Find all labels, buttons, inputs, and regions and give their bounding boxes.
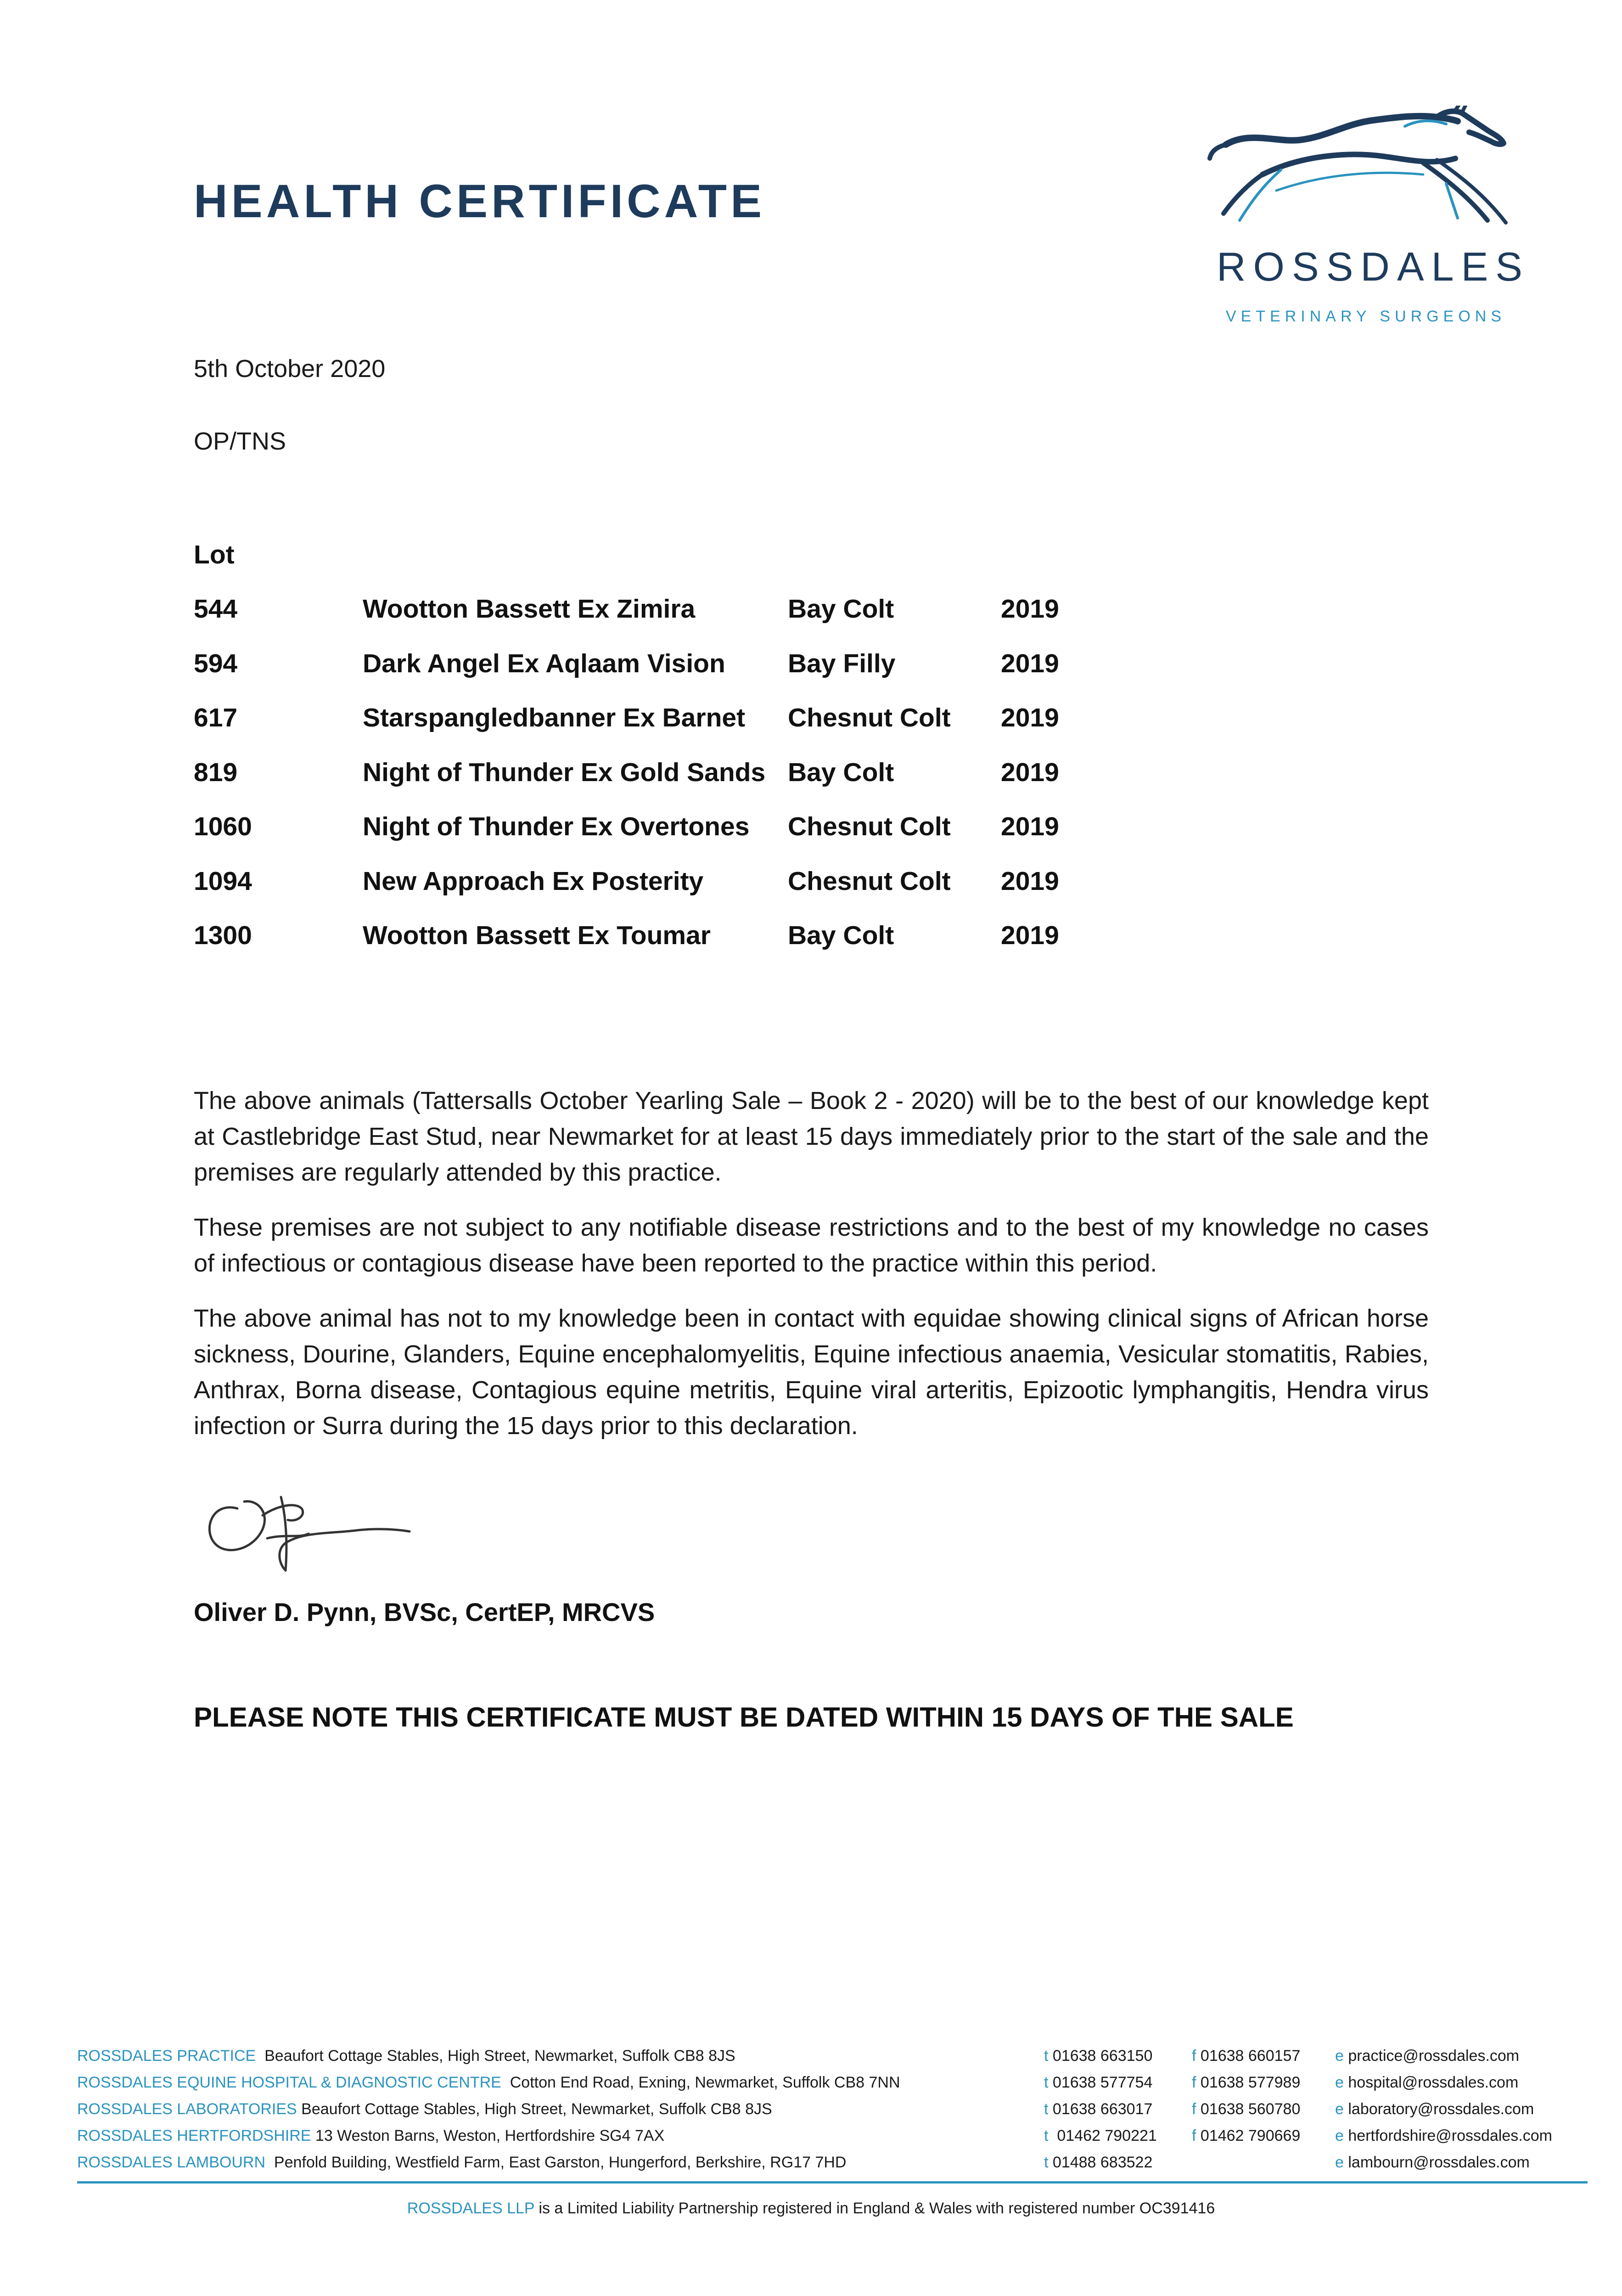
horse-colour: Chesnut Colt	[788, 703, 951, 732]
table-row	[194, 866, 1093, 921]
llp-text: is a Limited Liability Partnership registered in England & Wales with registered number OC391416	[539, 2200, 1215, 2217]
table-row	[194, 757, 1093, 812]
lots-header: Lot	[194, 540, 235, 569]
rossdales-logo	[1207, 106, 1530, 335]
lot-number: 594	[194, 648, 238, 678]
footer-office-row: ROSSDALES LAMBOURN Penfold Building, Westfield Farm, East Garston, Hungerford, Berkshire, RG17 7HD t 01488 683522 e lambourn@rossdales.com	[77, 2154, 1530, 2171]
horse-year: 2019	[1001, 812, 1059, 841]
horse-name: New Approach Ex Posterity	[363, 866, 704, 896]
horse-colour: Bay Colt	[788, 757, 894, 787]
horse-name: Dark Angel Ex Aqlaam Vision	[363, 648, 725, 678]
office-email[interactable]: laboratory@rossdales.com	[1348, 2100, 1534, 2118]
lot-number: 1060	[194, 812, 252, 841]
office-address: Beaufort Cottage Stables, High Street, Newmarket, Suffolk CB8 8JS	[301, 2100, 772, 2118]
lot-number: 1094	[194, 866, 252, 896]
office-email[interactable]: lambourn@rossdales.com	[1348, 2154, 1530, 2171]
office-fax: 01462 790669	[1200, 2127, 1301, 2144]
document-title: HEALTH CERTIFICATE	[194, 175, 766, 227]
table-row	[194, 811, 1093, 866]
llp-name: ROSSDALES LLP	[407, 2200, 534, 2217]
office-fax: 01638 660157	[1200, 2047, 1301, 2065]
signature	[194, 1465, 432, 1575]
horse-name: Wootton Bassett Ex Zimira	[363, 594, 696, 624]
office-phone: 01638 663150	[1052, 2047, 1153, 2065]
disease-contact-paragraph: The above animal has not to my knowledge been in contact with equidae showing clinical signs of African horse sickness, Dourine, Glanders, Equine encephalomyelitis, Equine infectious anaemia, Vesicular stomatitis, Rabies, Anthrax, Borna disease, Contagious equine metritis, Equine viral arteritis, Epizootic lymphangitis, Hendra virus infection or Surra during the 15 days prior to this declaration.	[194, 1305, 1429, 1440]
table-row	[194, 594, 1093, 648]
office-address: 13 Weston Barns, Weston, Hertfordshire SG4 7AX	[315, 2127, 665, 2144]
office-email[interactable]: practice@rossdales.com	[1348, 2047, 1520, 2065]
horse-name: Night of Thunder Ex Gold Sands	[363, 757, 766, 787]
footer-office-row: ROSSDALES EQUINE HOSPITAL & DIAGNOSTIC CENTRE Cotton End Road, Exning, Newmarket, Suffolk CB8 7NN t 01638 577754 f 01638 577989 e hospital@rossdales.com	[77, 2074, 1519, 2091]
galloping-horse-logo-icon	[1207, 106, 1524, 239]
table-row	[194, 703, 1093, 757]
footer-divider	[77, 2181, 1588, 2183]
horse-year: 2019	[1001, 757, 1059, 787]
horse-name: Wootton Bassett Ex Toumar	[363, 921, 711, 950]
lots-table	[194, 540, 1093, 975]
office-name: ROSSDALES LAMBOURN	[77, 2154, 265, 2171]
horse-year: 2019	[1001, 866, 1059, 896]
lot-number: 544	[194, 594, 238, 624]
lot-number: 617	[194, 703, 238, 732]
horse-year: 2019	[1001, 703, 1059, 732]
logo-name: ROSSDALES	[1217, 244, 1530, 289]
footer-registration	[0, 2200, 1622, 2217]
footer-office-row: ROSSDALES PRACTICE Beaufort Cottage Stables, High Street, Newmarket, Suffolk CB8 8JS t 01638 663150 f 01638 660157 e practice@rossdales.com	[77, 2047, 1520, 2065]
lot-number: 1300	[194, 921, 252, 950]
office-address: Penfold Building, Westfield Farm, East Garston, Hungerford, Berkshire, RG17 7HD	[274, 2154, 847, 2171]
horse-name: Night of Thunder Ex Overtones	[363, 812, 750, 841]
certificate-date: 5th October 2020	[194, 355, 386, 383]
declaration-paragraph: The above animals (Tattersalls October Yearling Sale – Book 2 - 2020) will be to the best of our knowledge kept at Castlebridge East Stud, near Newmarket for at least 15 days immediately prior to the start of the sale and the premises are regularly attended by this practice.	[194, 1087, 1429, 1186]
office-email[interactable]: hospital@rossdales.com	[1348, 2074, 1519, 2091]
horse-colour: Bay Colt	[788, 921, 894, 950]
office-phone: 01638 577754	[1052, 2074, 1153, 2091]
table-row	[194, 920, 1093, 975]
signer-name: Oliver D. Pynn, BVSc, CertEP, MRCVS	[194, 1598, 655, 1626]
handwritten-signature-icon	[194, 1465, 432, 1575]
office-name: ROSSDALES HERTFORDSHIRE	[77, 2127, 311, 2144]
horse-year: 2019	[1001, 648, 1059, 678]
office-address: Beaufort Cottage Stables, High Street, Newmarket, Suffolk CB8 8JS	[264, 2047, 735, 2065]
reference-code: OP/TNS	[194, 428, 286, 455]
office-email[interactable]: hertfordshire@rossdales.com	[1348, 2127, 1552, 2144]
table-row	[194, 648, 1093, 703]
logo-subtitle: VETERINARY SURGEONS	[1225, 308, 1506, 325]
lot-number: 819	[194, 757, 238, 787]
horse-year: 2019	[1001, 921, 1059, 950]
horse-colour: Bay Colt	[788, 594, 894, 624]
office-phone: 01488 683522	[1052, 2154, 1153, 2171]
office-phone: 01638 663017	[1052, 2100, 1153, 2118]
footer-office-row: ROSSDALES LABORATORIES Beaufort Cottage Stables, High Street, Newmarket, Suffolk CB8 8JS t 01638 663017 f 01638 560780 e laboratory@rossdales.com	[77, 2100, 1534, 2118]
horse-colour: Chesnut Colt	[788, 812, 951, 841]
office-address: Cotton End Road, Exning, Newmarket, Suffolk CB8 7NN	[510, 2074, 900, 2091]
horse-colour: Bay Filly	[788, 648, 896, 678]
office-phone: 01462 790221	[1057, 2127, 1157, 2144]
horse-name: Starspangledbanner Ex Barnet	[363, 703, 746, 732]
footer-contacts	[77, 2047, 1588, 2180]
important-note: PLEASE NOTE THIS CERTIFICATE MUST BE DATED WITHIN 15 DAYS OF THE SALE	[194, 1702, 1294, 1733]
office-fax: 01638 560780	[1200, 2100, 1301, 2118]
horse-colour: Chesnut Colt	[788, 866, 951, 896]
horse-year: 2019	[1001, 594, 1059, 624]
office-name: ROSSDALES LABORATORIES	[77, 2100, 297, 2118]
restrictions-paragraph: These premises are not subject to any notifiable disease restrictions and to the best of my knowledge no cases of infectious or contagious disease have been reported to the practice within this period.	[194, 1214, 1429, 1277]
office-fax: 01638 577989	[1200, 2074, 1301, 2091]
footer-office-row: ROSSDALES HERTFORDSHIRE 13 Weston Barns, Weston, Hertfordshire SG4 7AX t 01462 790221 f 01462 790669 e hertfordshire@rossdales.com	[77, 2127, 1552, 2144]
office-name: ROSSDALES EQUINE HOSPITAL & DIAGNOSTIC CENTRE	[77, 2074, 501, 2091]
office-name: ROSSDALES PRACTICE	[77, 2047, 256, 2065]
